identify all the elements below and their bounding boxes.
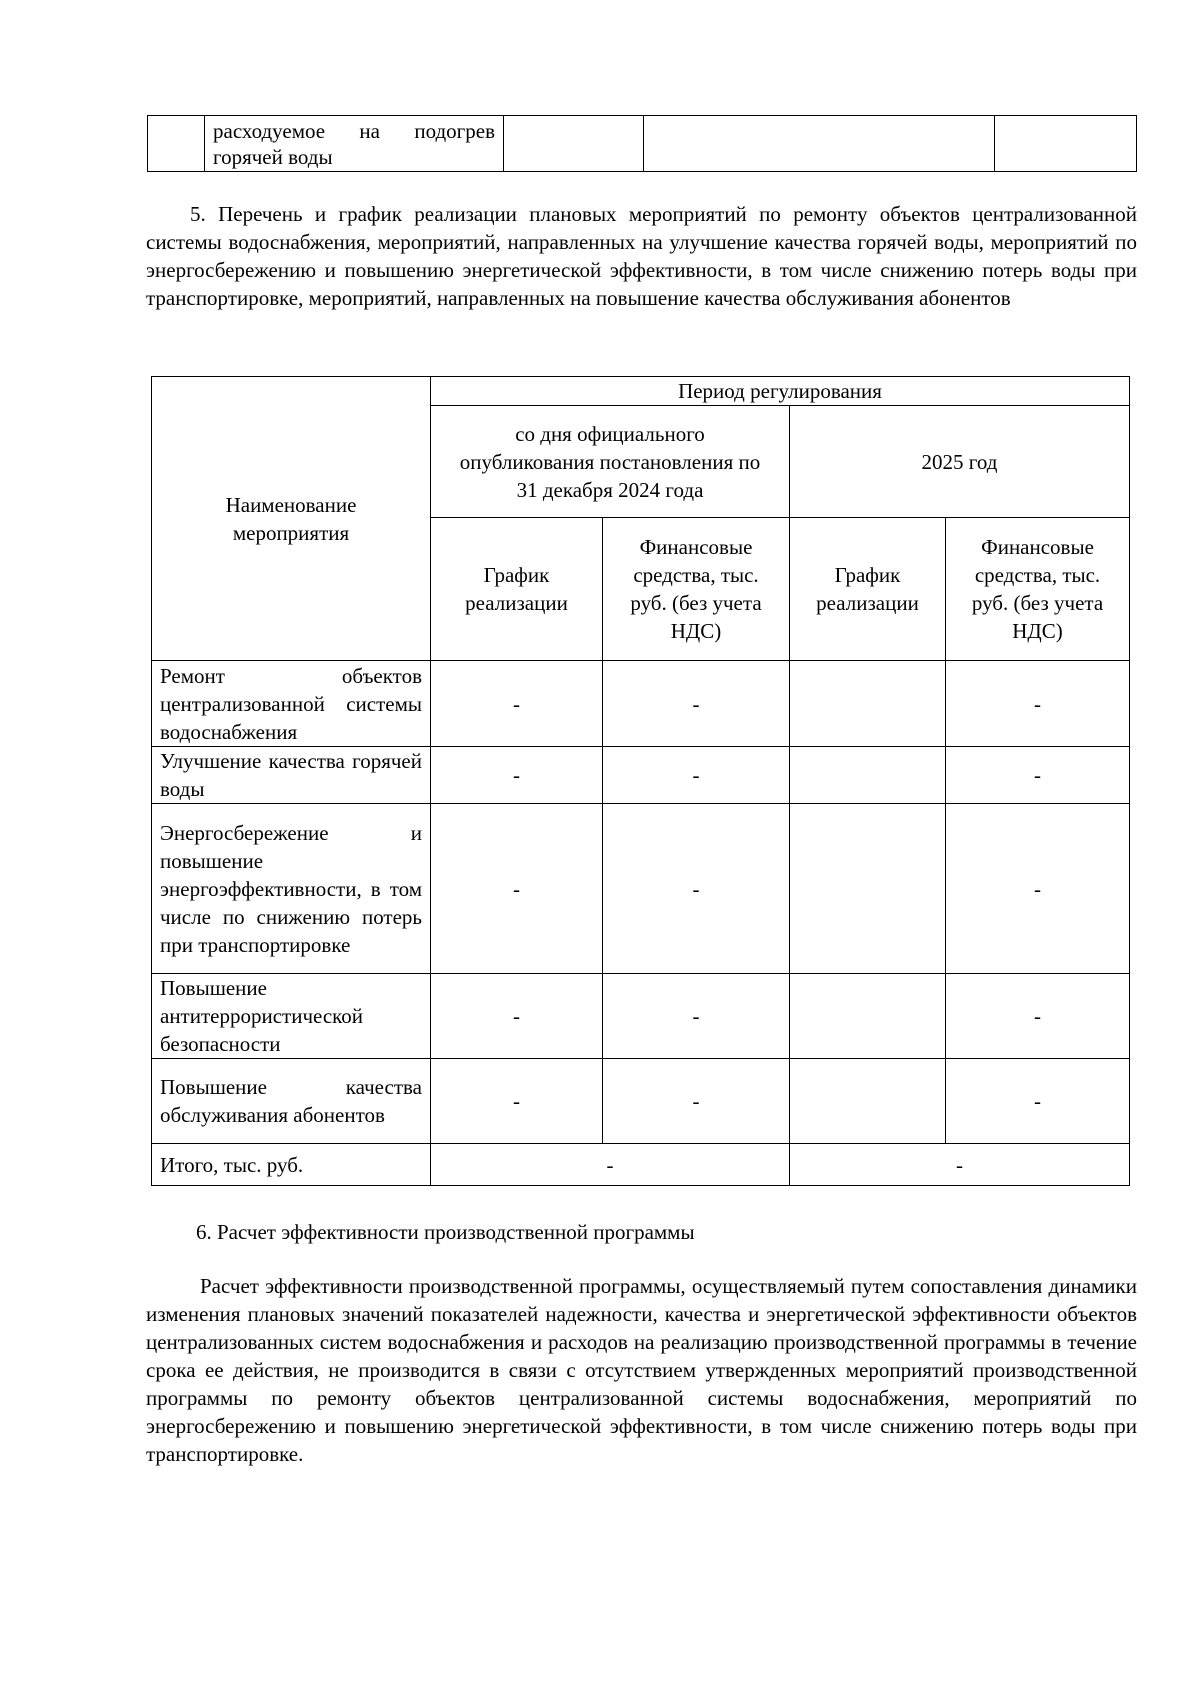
plan-table-finance-header-1: Финансовые средства, тыс. руб. (без учета НДС) xyxy=(603,518,790,661)
plan-table-schedule-header-1: График реализации xyxy=(431,518,603,661)
row-cell-schedule-2 xyxy=(790,661,946,747)
row-cell-schedule-1: - xyxy=(431,974,603,1059)
plan-table-period1-header: со дня официального опубликования постановления по 31 декабря 2024 года xyxy=(431,406,790,518)
table-row xyxy=(152,747,1130,804)
top-table-cell-text xyxy=(205,116,504,172)
row-cell-finance-1: - xyxy=(603,974,790,1059)
row-name: Энергосбережение и повышение энергоэффективности, в том числе по снижению потерь при транспортировке xyxy=(152,804,431,974)
section5-heading xyxy=(146,200,1137,312)
table-total-row xyxy=(152,1144,1130,1186)
row-cell-finance-2: - xyxy=(946,747,1130,804)
section6-heading: 6. Расчет эффективности производственной программы xyxy=(196,1220,695,1244)
row-cell-schedule-1: - xyxy=(431,747,603,804)
row-cell-finance-1: - xyxy=(603,747,790,804)
row-name: Повышение антитеррористической безопасности xyxy=(152,974,431,1059)
row-cell-finance-1: - xyxy=(603,804,790,974)
row-cell-finance-2: - xyxy=(946,1059,1130,1144)
row-name: Ремонт объектов централизованной системы водоснабжения xyxy=(152,661,431,747)
section6-body-text: Расчет эффективности производственной программы, осуществляемый путем сопоставления динамики изменения плановых значений показателей надежности, качества и энергетической эффективности объектов централизованных систем водоснабжения и расходов на реализацию производственной программы в течение срока ее действия, не производится в связи с отсутствием утвержденных мероприятий производственной программы по ремонту объектов централизованной системы водоснабжения, мероприятий по энергосбережению и повышению энергетической эффективности, в том числе снижению потерь воды при транспортировке. xyxy=(146,1274,1137,1466)
row-cell-finance-1: - xyxy=(603,1059,790,1144)
row-cell-finance-2: - xyxy=(946,974,1130,1059)
row-cell-finance-2: - xyxy=(946,661,1130,747)
top-table-cell-line2: горячей воды xyxy=(213,144,333,169)
row-cell-schedule-1: - xyxy=(431,661,603,747)
table-row xyxy=(152,661,1130,747)
top-table-cell-4 xyxy=(644,116,995,172)
row-cell-schedule-2 xyxy=(790,747,946,804)
total-value-period1: - xyxy=(431,1144,790,1186)
table-row xyxy=(152,804,1130,974)
total-value-period2: - xyxy=(790,1144,1130,1186)
table-row xyxy=(152,1059,1130,1144)
row-cell-finance-2: - xyxy=(946,804,1130,974)
row-name: Улучшение качества горячей воды xyxy=(152,747,431,804)
top-table-cell-3 xyxy=(504,116,644,172)
row-name: Повышение качества обслуживания абонентов xyxy=(152,1059,431,1144)
total-label: Итого, тыс. руб. xyxy=(152,1144,431,1186)
top-table-cell-5 xyxy=(995,116,1137,172)
section6-body xyxy=(146,1272,1137,1468)
row-cell-schedule-1: - xyxy=(431,1059,603,1144)
row-cell-schedule-1: - xyxy=(431,804,603,974)
plan-table-period2-header: 2025 год xyxy=(790,406,1130,518)
section5-heading-text: 5. Перечень и график реализации плановых мероприятий по ремонту объектов централизованной системы водоснабжения, мероприятий, направленных на улучшение качества горячей воды, мероприятий по энергосбережению и повышению энергетической эффективности, в том числе снижению потерь воды при транспортировке, мероприятий, направленных на повышение качества обслуживания абонентов xyxy=(146,202,1137,310)
row-cell-schedule-2 xyxy=(790,804,946,974)
row-cell-schedule-2 xyxy=(790,974,946,1059)
row-cell-finance-1: - xyxy=(603,661,790,747)
top-table-cell-line1: расходуемое на подогрев xyxy=(213,118,495,143)
row-cell-schedule-2 xyxy=(790,1059,946,1144)
plan-table-finance-header-2: Финансовые средства, тыс. руб. (без учета НДС) xyxy=(946,518,1130,661)
plan-table-schedule-header-2: График реализации xyxy=(790,518,946,661)
top-table-cell-num xyxy=(148,116,205,172)
plan-table-period-header: Период регулирования xyxy=(431,377,1130,406)
table-row xyxy=(152,974,1130,1059)
top-table-fragment xyxy=(147,115,1137,172)
plan-table-name-header: Наименование мероприятия xyxy=(152,377,431,661)
plan-table xyxy=(151,376,1130,1186)
